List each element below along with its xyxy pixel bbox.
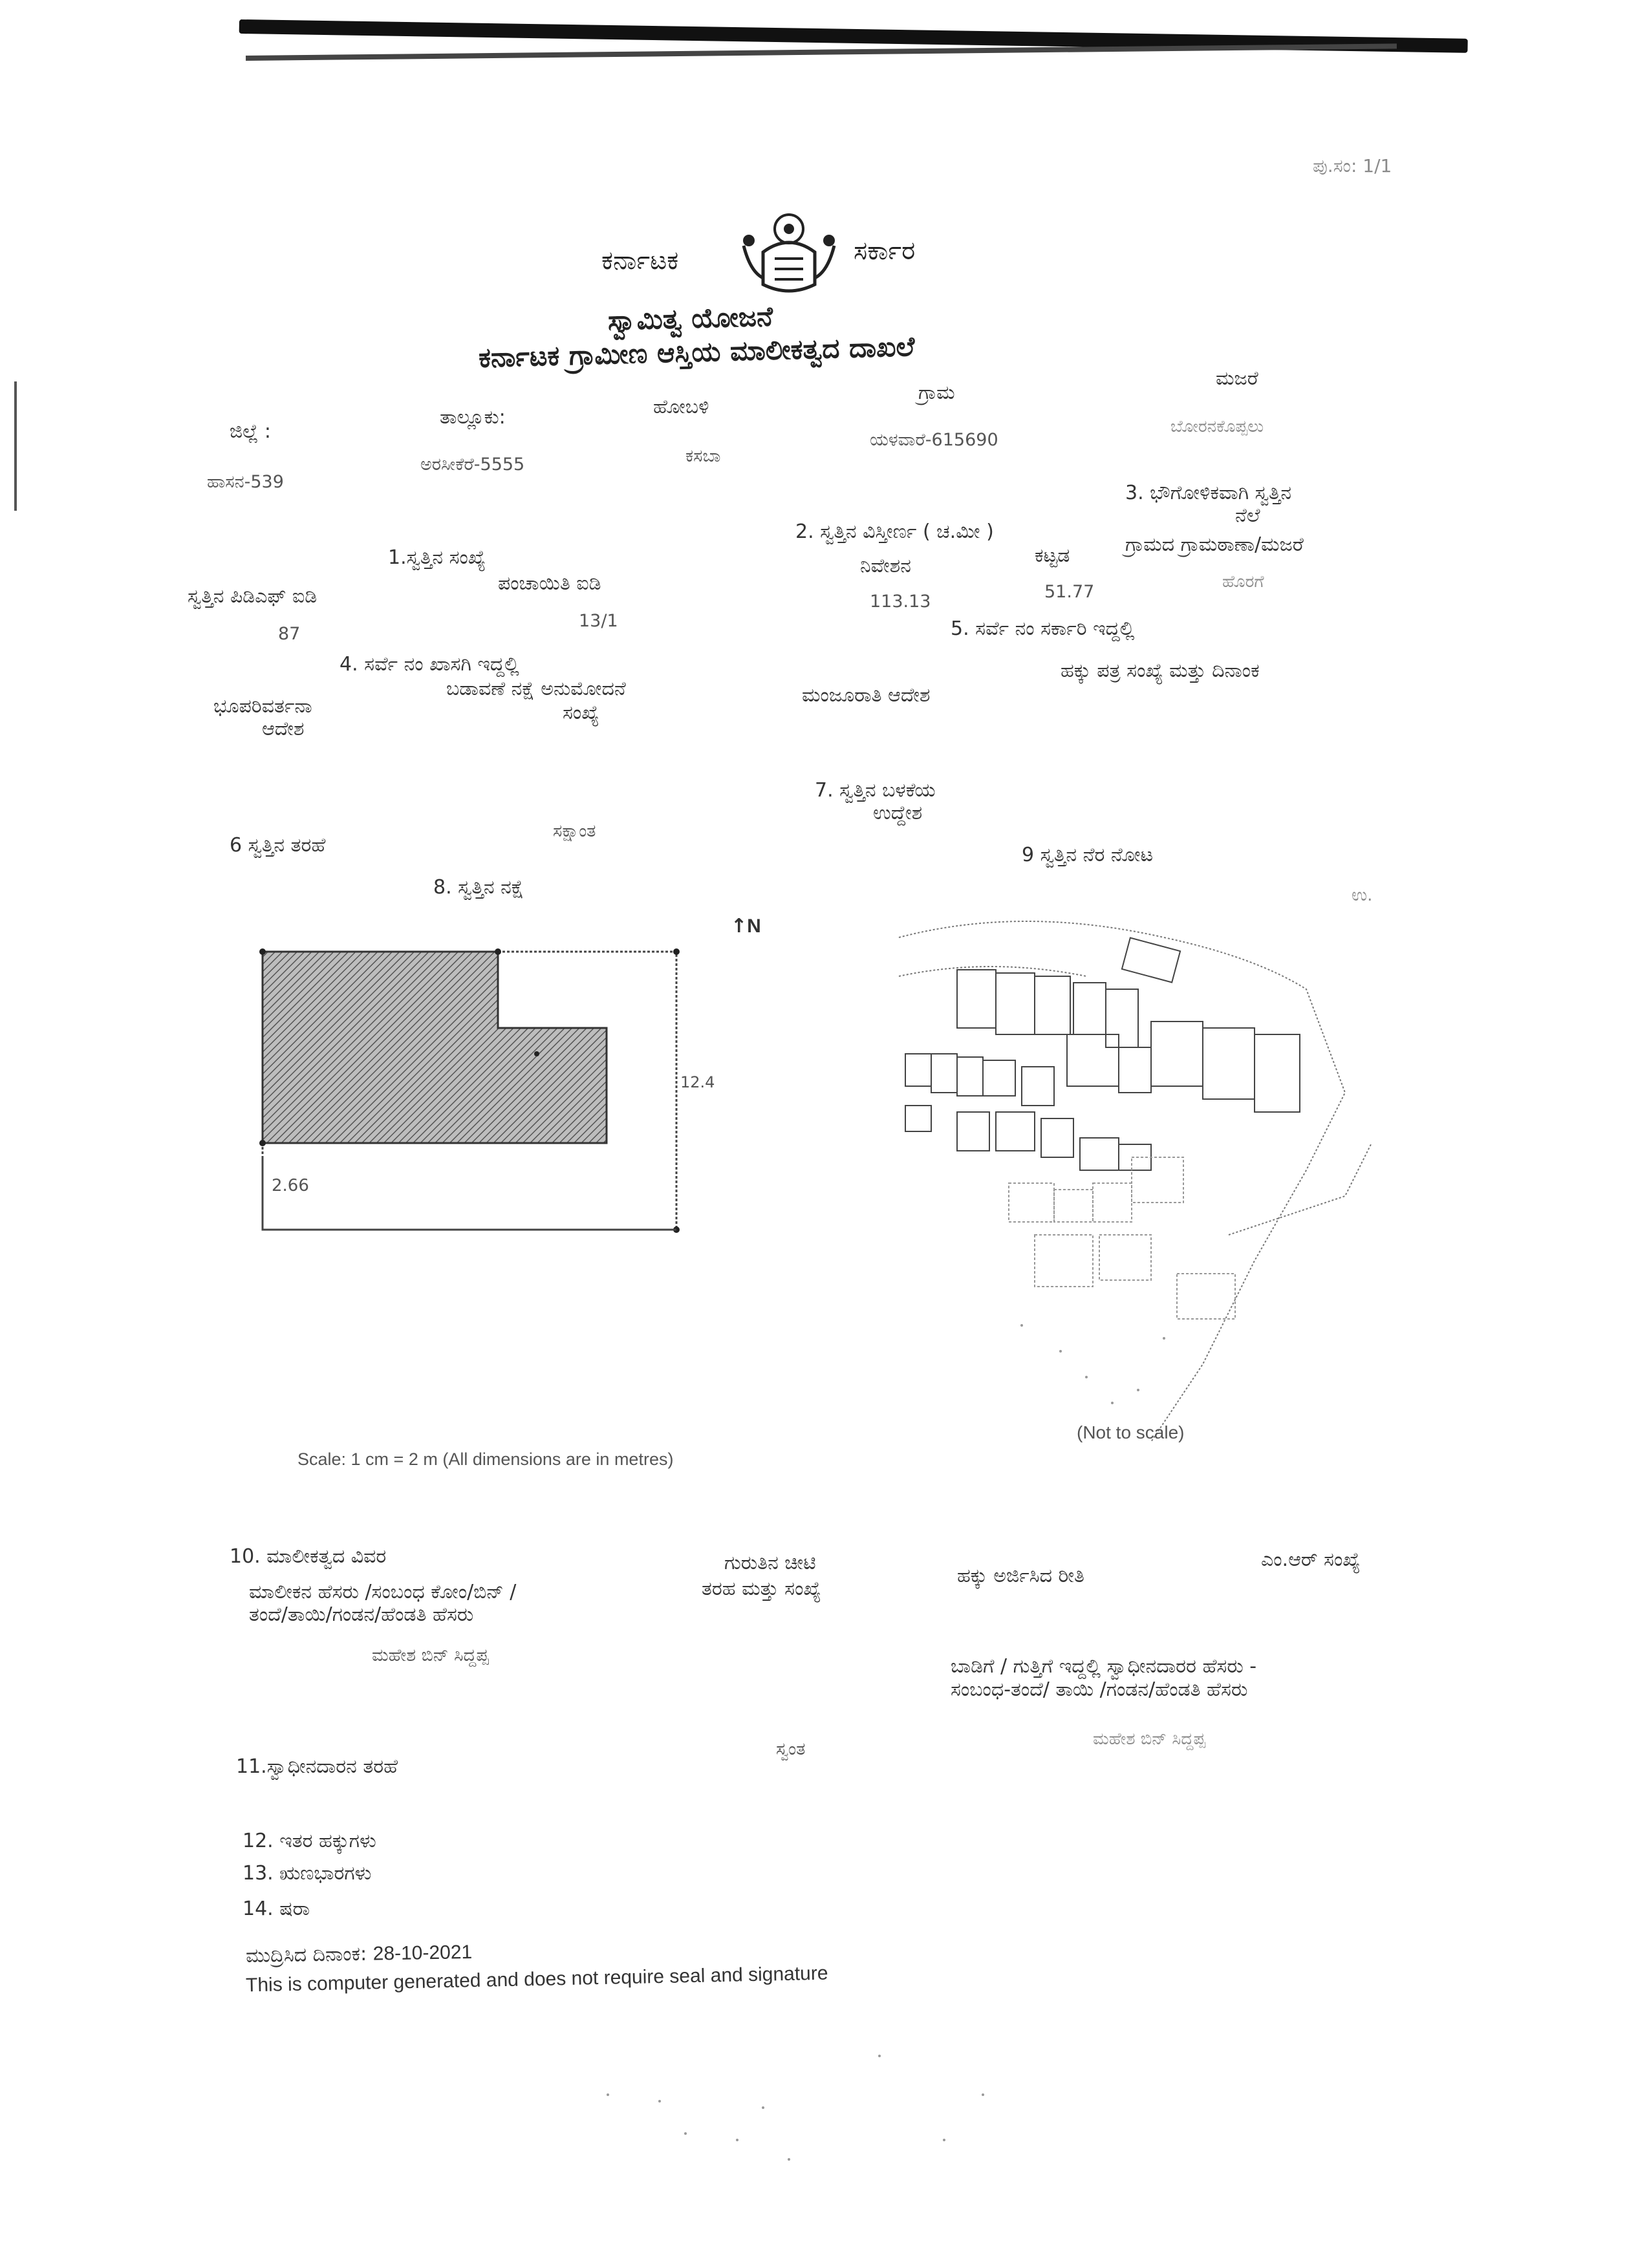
computer-generated-note: This is computer generated and does not require seal and signature xyxy=(245,1962,828,1996)
title-deed-label: ಹಕ್ಕು ಪತ್ರ ಸಂಖ್ಯೆ ಮತ್ತು ದಿನಾಂಕ xyxy=(1061,659,1260,682)
panchayat-id-value: 13/1 xyxy=(579,611,618,631)
district-value: ಹಾಸನ-539 xyxy=(207,472,284,492)
layout-approval-label-line2: ಸಂಖ್ಯೆ xyxy=(563,701,599,724)
land-conversion-label: ಭೂಪರಿವರ್ತನಾ xyxy=(213,695,312,718)
owner-name-label: ಮಾಲೀಕನ ಹೆಸರು /ಸಂಬಂಧ ಕೋಂ/ಬಿನ್ / xyxy=(249,1581,517,1603)
hobli-label: ಹೋಬಳಿ xyxy=(653,396,709,418)
property-map xyxy=(252,937,715,1248)
building-footprint xyxy=(263,952,607,1143)
majare-value: ಬೋರನಕೊಪ್ಪಲು xyxy=(1170,417,1264,436)
taluk-label: ತಾಲ್ಲೂಕು: xyxy=(440,406,506,429)
owner-name-value: ಮಹೇಶ ಬಿನ್ ಸಿದ್ದಪ್ಪ xyxy=(372,1645,489,1665)
not-to-scale-note: (Not to scale) xyxy=(1077,1422,1185,1442)
tenant-label-line2: ಸಂಬಂಧ-ತಂದೆ/ ತಾಯಿ /ಗಂಡನ/ಹೆಂಡತಿ ಹೆಸರು xyxy=(951,1678,1248,1701)
panchayat-id-label: ಪಂಚಾಯಿತಿ ಐಡಿ xyxy=(498,572,601,595)
building-area-label: ಕಟ್ಟಡ xyxy=(1035,544,1070,567)
scan-edge-artifact xyxy=(246,43,1397,61)
map-scale-note: Scale: 1 cm = 2 m (All dimensions are in metres) xyxy=(297,1450,674,1469)
neighbourhood-view-title: 9 ಸ್ವತ್ತಿನ ನೆರ ನೋಟ xyxy=(1022,844,1154,866)
id-card-label-line2: ತರಹ ಮತ್ತು ಸಂಖ್ಯೆ xyxy=(702,1578,821,1600)
property-map-title: 8. ಸ್ವತ್ತಿನ ನಕ್ಷೆ xyxy=(433,876,524,899)
other-rights-title: 12. ಇತರ ಹಕ್ಕುಗಳು xyxy=(242,1830,376,1852)
property-number-title: 1.ಸ್ವತ್ತಿನ ಸಂಖ್ಯೆ xyxy=(388,546,486,569)
possession-type-value: ಸ್ವಂತ xyxy=(776,1739,806,1759)
tenant-label: ಬಾಡಿಗೆ / ಗುತ್ತಿಗೆ ಇದ್ದಲ್ಲಿ ಸ್ವಾಧೀನದಾರರ ಹೆಸರು - xyxy=(951,1655,1257,1678)
property-pid-value: 87 xyxy=(278,624,301,644)
road-boundary xyxy=(899,967,1086,976)
ownership-details-title: 10. ಮಾಲೀಕತ್ವದ ವಿವರ xyxy=(230,1545,387,1568)
north-indicator xyxy=(731,915,761,937)
property-usage-title-line2: ಉದ್ದೇಶ xyxy=(873,802,923,824)
govt-survey-title: 5. ಸರ್ವೆ ನಂ ಸರ್ಕಾರಿ ಇದ್ದಲ್ಲಿ xyxy=(951,617,1135,640)
hobli-value: ಕಸಬಾ xyxy=(685,446,721,466)
neighbourhood-marker: ಉ. xyxy=(1352,886,1373,905)
scan-speckles xyxy=(582,2004,1099,2172)
property-type-value: ಸಕ್ಷಾಂತ xyxy=(553,821,596,841)
property-usage-title: 7. ಸ್ವತ್ತಿನ ಬಳಕೆಯ xyxy=(815,779,936,802)
possession-type-title: 11.ಸ್ವಾಧೀನದಾರನ ತರಹೆ xyxy=(236,1755,398,1778)
map-dimension-right: 12.4 xyxy=(680,1073,715,1091)
property-type-title: 6 ಸ್ವತ್ತಿನ ತರಹೆ xyxy=(230,834,326,857)
property-area-title: 2. ಸ್ವತ್ತಿನ ವಿಸ್ತೀರ್ಣ ( ಚ.ಮೀ ) xyxy=(795,520,994,543)
site-area-value: 113.13 xyxy=(870,592,931,612)
state-name-right: ಸರ್ಕಾರ xyxy=(854,236,916,266)
village-value: ಯಳವಾರೆ-615690 xyxy=(870,430,998,450)
sanction-order-label: ಮಂಜೂರಾತಿ ಆದೇಶ xyxy=(802,684,931,707)
rights-acquired-label: ಹಕ್ಕು ಅರ್ಜಿಸಿದ ರೀತಿ xyxy=(957,1565,1084,1587)
north-arrow-icon: ↑ xyxy=(731,915,748,937)
printed-date-value: 28-10-2021 xyxy=(372,1941,473,1965)
encumbrances-title: 13. ಋಣಭಾರಗಳು xyxy=(242,1862,372,1885)
north-label: N xyxy=(747,915,761,937)
road-boundary xyxy=(1229,1144,1371,1235)
village-label: ಗ್ರಾಮ xyxy=(918,381,955,404)
private-survey-title: 4. ಸರ್ವೆ ನಂ ಖಾಸಗಿ ಇದ್ದಲ್ಲಿ xyxy=(339,653,519,676)
geo-location-value: ಹೊರಗೆ xyxy=(1222,572,1264,592)
road-boundary xyxy=(899,921,1345,1442)
printed-date-label: ಮುದ್ರಿಸಿದ ದಿನಾಂಕ: xyxy=(245,1942,367,1968)
tenant-name-value: ಮಹೇಶ ಬಿನ್ ಸಿದ್ದಪ್ಪ xyxy=(1093,1729,1206,1749)
building-area-value: 51.77 xyxy=(1044,582,1095,602)
scan-edge-artifact xyxy=(14,381,17,511)
layout-approval-label: ಬಡಾವಣೆ ನಕ್ಷೆ ಅನುಮೋದನೆ xyxy=(446,678,626,700)
page-number: ಪು.ಸಂ: 1/1 xyxy=(1313,155,1392,177)
neighbourhood-map xyxy=(892,899,1384,1455)
remarks-title: 14. ಷರಾ xyxy=(242,1898,310,1920)
majare-label: ಮಜರೆ xyxy=(1216,367,1258,390)
district-label: ಜಿಲ್ಲೆ : xyxy=(230,420,272,443)
map-dimension-bottom: 2.66 xyxy=(272,1176,309,1195)
property-pid-label: ಸ್ವತ್ತಿನ ಪಿಡಿಎಫ್ ಐಡಿ xyxy=(188,585,318,608)
state-name-left: ಕರ್ನಾಟಕ xyxy=(601,246,679,275)
state-emblem-icon xyxy=(737,207,841,304)
taluk-value: ಅರಸೀಕೆರೆ-5555 xyxy=(420,455,525,475)
land-conversion-label-line2: ಆದೇಶ xyxy=(262,718,305,740)
scheme-name: ಸ್ವಾಮಿತ್ವ ಯೋಜನೆ xyxy=(607,300,773,337)
geo-location-label: ಗ್ರಾಮದ ಗ್ರಾಮಠಾಣಾ/ಮಜರೆ xyxy=(1125,533,1304,556)
owner-name-label-line2: ತಂದೆ/ತಾಯಿ/ಗಂಡನ/ಹೆಂಡತಿ ಹೆಸರು xyxy=(249,1603,474,1626)
site-area-label: ನಿವೇಶನ xyxy=(860,555,911,577)
printed-date-line xyxy=(246,1941,473,1967)
mr-number-label: ಎಂ.ಆರ್ ಸಂಖ್ಯೆ xyxy=(1261,1548,1361,1571)
id-card-label: ಗುರುತಿನ ಚೀಟಿ xyxy=(724,1552,816,1574)
geo-location-title: 3. ಭೌಗೋಳಿಕವಾಗಿ ಸ್ವತ್ತಿನ xyxy=(1125,482,1292,504)
document-title: ಕರ್ನಾಟಕ ಗ್ರಾಮೀಣ ಆಸ್ತಿಯ ಮಾಲೀಕತ್ವದ ದಾಖಲೆ xyxy=(478,330,916,374)
geo-location-title-line2: ನೆಲೆ xyxy=(1235,504,1260,527)
